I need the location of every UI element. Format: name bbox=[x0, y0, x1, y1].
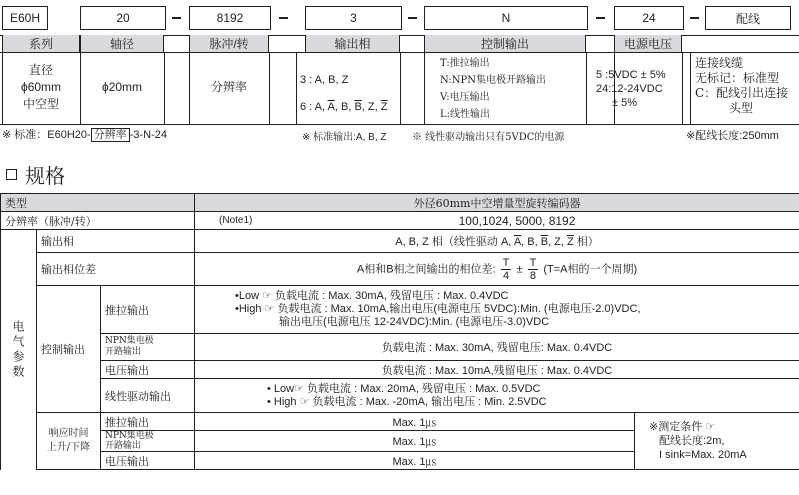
code-resolution-box bbox=[189, 6, 271, 30]
series-line: 中空型 bbox=[22, 97, 59, 111]
control-option: L:线性输出 bbox=[440, 109, 491, 120]
series-value bbox=[2, 62, 80, 113]
linear-label: 线性驱动输出 bbox=[101, 379, 195, 413]
phase-diff-label: 输出相位差 bbox=[37, 253, 195, 286]
output-phase-text: A, B, Z 相（线性驱动 A, bbox=[395, 236, 514, 248]
header-shaft bbox=[80, 35, 164, 52]
output-phase-label: 输出相 bbox=[37, 230, 195, 253]
control-option: N:NPN集电极开路输出 bbox=[440, 75, 546, 86]
code-phase: 3 bbox=[350, 11, 357, 25]
code-dash bbox=[279, 17, 288, 19]
square-icon bbox=[6, 169, 17, 180]
control-option: V:电压输出 bbox=[440, 92, 490, 103]
resp-pushpull-label: 推拉输出 bbox=[101, 413, 195, 431]
type-value: 外径60mm中空增量型旋转编码器 bbox=[195, 194, 799, 212]
wiring-option: 连接线缆 bbox=[695, 56, 744, 70]
voltage-output-value: 负载电流 : Max. 10mA,残留电压 : Max. 0.4VDC bbox=[195, 361, 799, 379]
code-wiring-box bbox=[705, 6, 791, 30]
order-col-divider bbox=[400, 52, 401, 124]
wiring-options bbox=[695, 56, 799, 116]
phase-option-3: 3 : A, B, Z bbox=[300, 74, 349, 86]
resp-npn-line: NPN集电极 bbox=[105, 431, 154, 441]
table-row bbox=[1, 194, 799, 212]
resolution-label: 分辨率（脉冲/转） bbox=[1, 212, 195, 230]
order-col-divider bbox=[424, 52, 425, 124]
shaft-value: ϕ20mm bbox=[101, 80, 143, 94]
code-control-box bbox=[424, 6, 588, 30]
response-label bbox=[37, 413, 101, 470]
order-col-divider bbox=[690, 52, 691, 124]
table-row bbox=[1, 413, 799, 431]
header-series bbox=[2, 35, 80, 52]
cable-length-note: ※配线长度:250mm bbox=[686, 130, 779, 142]
fraction-num: T bbox=[502, 256, 510, 269]
code-voltage: 24 bbox=[642, 11, 656, 25]
output-phase-text: , B, bbox=[521, 236, 541, 248]
phase-options bbox=[300, 67, 400, 121]
code-model: E60H bbox=[9, 11, 41, 25]
npn-value: 负载电流 : Max. 30mA, 残留电压: Max. 0.4VDC bbox=[195, 334, 799, 361]
linear-note: ※ 线性驱动输出只有5VDC的电源 bbox=[412, 132, 565, 143]
table-row bbox=[1, 334, 799, 361]
code-wiring: 配线 bbox=[735, 11, 760, 26]
phase-option-6-zbar: $\overline{Z}$ bbox=[380, 101, 388, 113]
header-control bbox=[424, 35, 586, 52]
order-col-divider bbox=[586, 52, 587, 124]
header-voltage bbox=[614, 35, 682, 52]
npn-label-line: 开路输出 bbox=[105, 347, 142, 357]
standard-note bbox=[2, 128, 167, 143]
resp-npn-label bbox=[101, 431, 195, 452]
code-resolution: 8192 bbox=[216, 11, 244, 25]
type-label: 类型 bbox=[1, 194, 195, 212]
output-phase-value bbox=[195, 230, 799, 253]
fraction-t-8 bbox=[528, 257, 539, 282]
code-shaft-box bbox=[80, 6, 166, 30]
pushpull-label: 推拉输出 bbox=[101, 286, 195, 334]
npn-label-line: NPN集电极 bbox=[105, 336, 154, 346]
table-row bbox=[1, 379, 799, 413]
output-phase-bbar: $\overline{B}$ bbox=[540, 236, 549, 248]
electrical-label: 电气参数 bbox=[11, 319, 25, 380]
output-phase-text: , Z, bbox=[548, 236, 568, 248]
control-output-label: 控制输出 bbox=[37, 286, 101, 413]
order-col-divider bbox=[269, 52, 270, 124]
code-model-box bbox=[2, 6, 48, 30]
code-shaft: 20 bbox=[116, 11, 130, 25]
resp-npn-value: Max. 1㎲ bbox=[195, 431, 635, 452]
phase-option-6-b: B, bbox=[341, 101, 355, 113]
control-options bbox=[440, 55, 586, 123]
fraction-t-4 bbox=[501, 257, 512, 282]
spec-table bbox=[0, 193, 799, 470]
header-shaft-text: 轴径 bbox=[109, 37, 134, 51]
output-phase-text: 相） bbox=[573, 236, 599, 248]
test-condition bbox=[635, 413, 799, 470]
code-dash bbox=[690, 17, 699, 19]
phase-option-6-prefix: 6 : A, bbox=[300, 101, 328, 113]
code-dash bbox=[172, 17, 181, 19]
phase-diff-text: A相和B相之间输出的相位差: bbox=[356, 262, 496, 275]
resolution-note: (Note1) bbox=[219, 215, 253, 226]
series-line: 直径 bbox=[28, 63, 53, 77]
std-output-note: ※ 标准输出:A, B, Z bbox=[302, 132, 387, 143]
output-phase-zbar: $\overline{Z}$ bbox=[567, 236, 574, 248]
standard-note-suffix: -3-N-24 bbox=[129, 129, 167, 141]
test-condition-line: 配线长度:2m, bbox=[659, 435, 725, 447]
wiring-option: 头型 bbox=[729, 101, 754, 115]
voltage-output-label: 电压输出 bbox=[101, 361, 195, 379]
table-row bbox=[1, 253, 799, 286]
header-series-text: 系列 bbox=[28, 37, 53, 51]
phase-option-6 bbox=[300, 94, 400, 121]
order-col-divider bbox=[164, 52, 165, 124]
npn-label bbox=[101, 334, 195, 361]
linear-value bbox=[195, 379, 799, 413]
code-dash bbox=[408, 17, 417, 19]
header-output-phase bbox=[305, 35, 400, 52]
pushpull-line: •High ☞ 负载电流 : Max. 10mA,输出电压(电源电压 5VDC):Min. (电源电压-2.0)VDC, bbox=[235, 303, 641, 315]
voltage-options bbox=[596, 68, 686, 110]
test-condition-line: ※测定条件 ☞ bbox=[649, 421, 716, 433]
pushpull-line: 输出电压(电源电压 12-24VDC):Min. (电源电压-3.0)VDC bbox=[279, 316, 550, 328]
resp-voltage-label: 电压输出 bbox=[101, 452, 195, 470]
plus-minus: ± bbox=[516, 262, 523, 275]
wiring-option: 无标记：标准型 bbox=[695, 71, 780, 85]
phase-option-6-abar: $\overline{A}$ bbox=[327, 101, 335, 113]
code-voltage-box bbox=[614, 6, 684, 30]
header-output-phase-text: 输出相 bbox=[334, 37, 371, 51]
voltage-option: 24:12-24VDC bbox=[596, 83, 663, 95]
fraction-den: 4 bbox=[502, 269, 510, 282]
linear-line: • Low☞ 负载电流 : Max. 20mA, 残留电压 : Max. 0.5VDC bbox=[267, 382, 541, 395]
header-resolution bbox=[189, 35, 269, 52]
electrical-label-cell bbox=[1, 230, 37, 470]
header-control-text: 控制输出 bbox=[480, 37, 529, 51]
standard-note-prefix: ※ 标准：E60H20- bbox=[2, 129, 91, 141]
linear-line: • High ☞ 负载电流 : Max. -20mA, 输出电压 : Min. 2.5VDC bbox=[267, 395, 547, 408]
table-row bbox=[1, 286, 799, 334]
phase-option-6-bbar: $\overline{B}$ bbox=[354, 101, 362, 113]
response-label-line: 响应时间 bbox=[48, 428, 89, 439]
resp-pushpull-value: Max. 1㎲ bbox=[195, 413, 635, 431]
phase-option-6-z: , Z, bbox=[361, 101, 381, 113]
voltage-option: ± 5% bbox=[612, 97, 637, 109]
code-dash bbox=[596, 17, 605, 19]
resolution-values: 100,1024, 5000, 8192 bbox=[458, 213, 576, 228]
output-phase-abar: $\overline{A}$ bbox=[513, 236, 522, 248]
table-row bbox=[1, 212, 799, 230]
wiring-option: C：配线引出连接 bbox=[695, 86, 789, 100]
resolution-cell bbox=[195, 212, 799, 230]
standard-note-box: 分辨率 bbox=[91, 128, 130, 142]
header-resolution-text: 脉冲/转 bbox=[209, 37, 249, 51]
resp-voltage-value: Max. 1㎲ bbox=[195, 452, 635, 470]
resolution-value: 分辨率 bbox=[210, 80, 247, 94]
phase-option-6-sep: , bbox=[334, 101, 341, 113]
section-title bbox=[6, 160, 65, 189]
header-voltage-text: 电源电压 bbox=[623, 37, 672, 51]
voltage-option: 5 :5VDC ± 5% bbox=[596, 69, 666, 81]
pushpull-line: •Low ☞ 负载电流 : Max. 30mA, 残留电压 : Max. 0.4VDC bbox=[235, 290, 509, 302]
control-option: T:推拉输出 bbox=[440, 58, 490, 69]
resp-npn-line: 开路输出 bbox=[105, 441, 142, 451]
code-control: N bbox=[501, 11, 511, 25]
order-table-bottom bbox=[0, 124, 799, 125]
phase-diff-value bbox=[195, 253, 799, 286]
pushpull-value bbox=[195, 286, 799, 334]
section-title-text: 规格 bbox=[25, 164, 65, 188]
fraction-den: 8 bbox=[529, 269, 536, 282]
phase-diff-tail: (T=A相的一个周期) bbox=[543, 262, 638, 275]
order-col-divider bbox=[296, 52, 297, 124]
response-label-line: 上升/下降 bbox=[46, 442, 91, 453]
series-line: ϕ60mm bbox=[20, 80, 62, 94]
code-phase-box bbox=[305, 6, 402, 30]
fraction-num: T bbox=[529, 256, 537, 269]
table-row bbox=[1, 361, 799, 379]
test-condition-line: I sink=Max. 20mA bbox=[659, 449, 747, 461]
table-row bbox=[1, 230, 799, 253]
